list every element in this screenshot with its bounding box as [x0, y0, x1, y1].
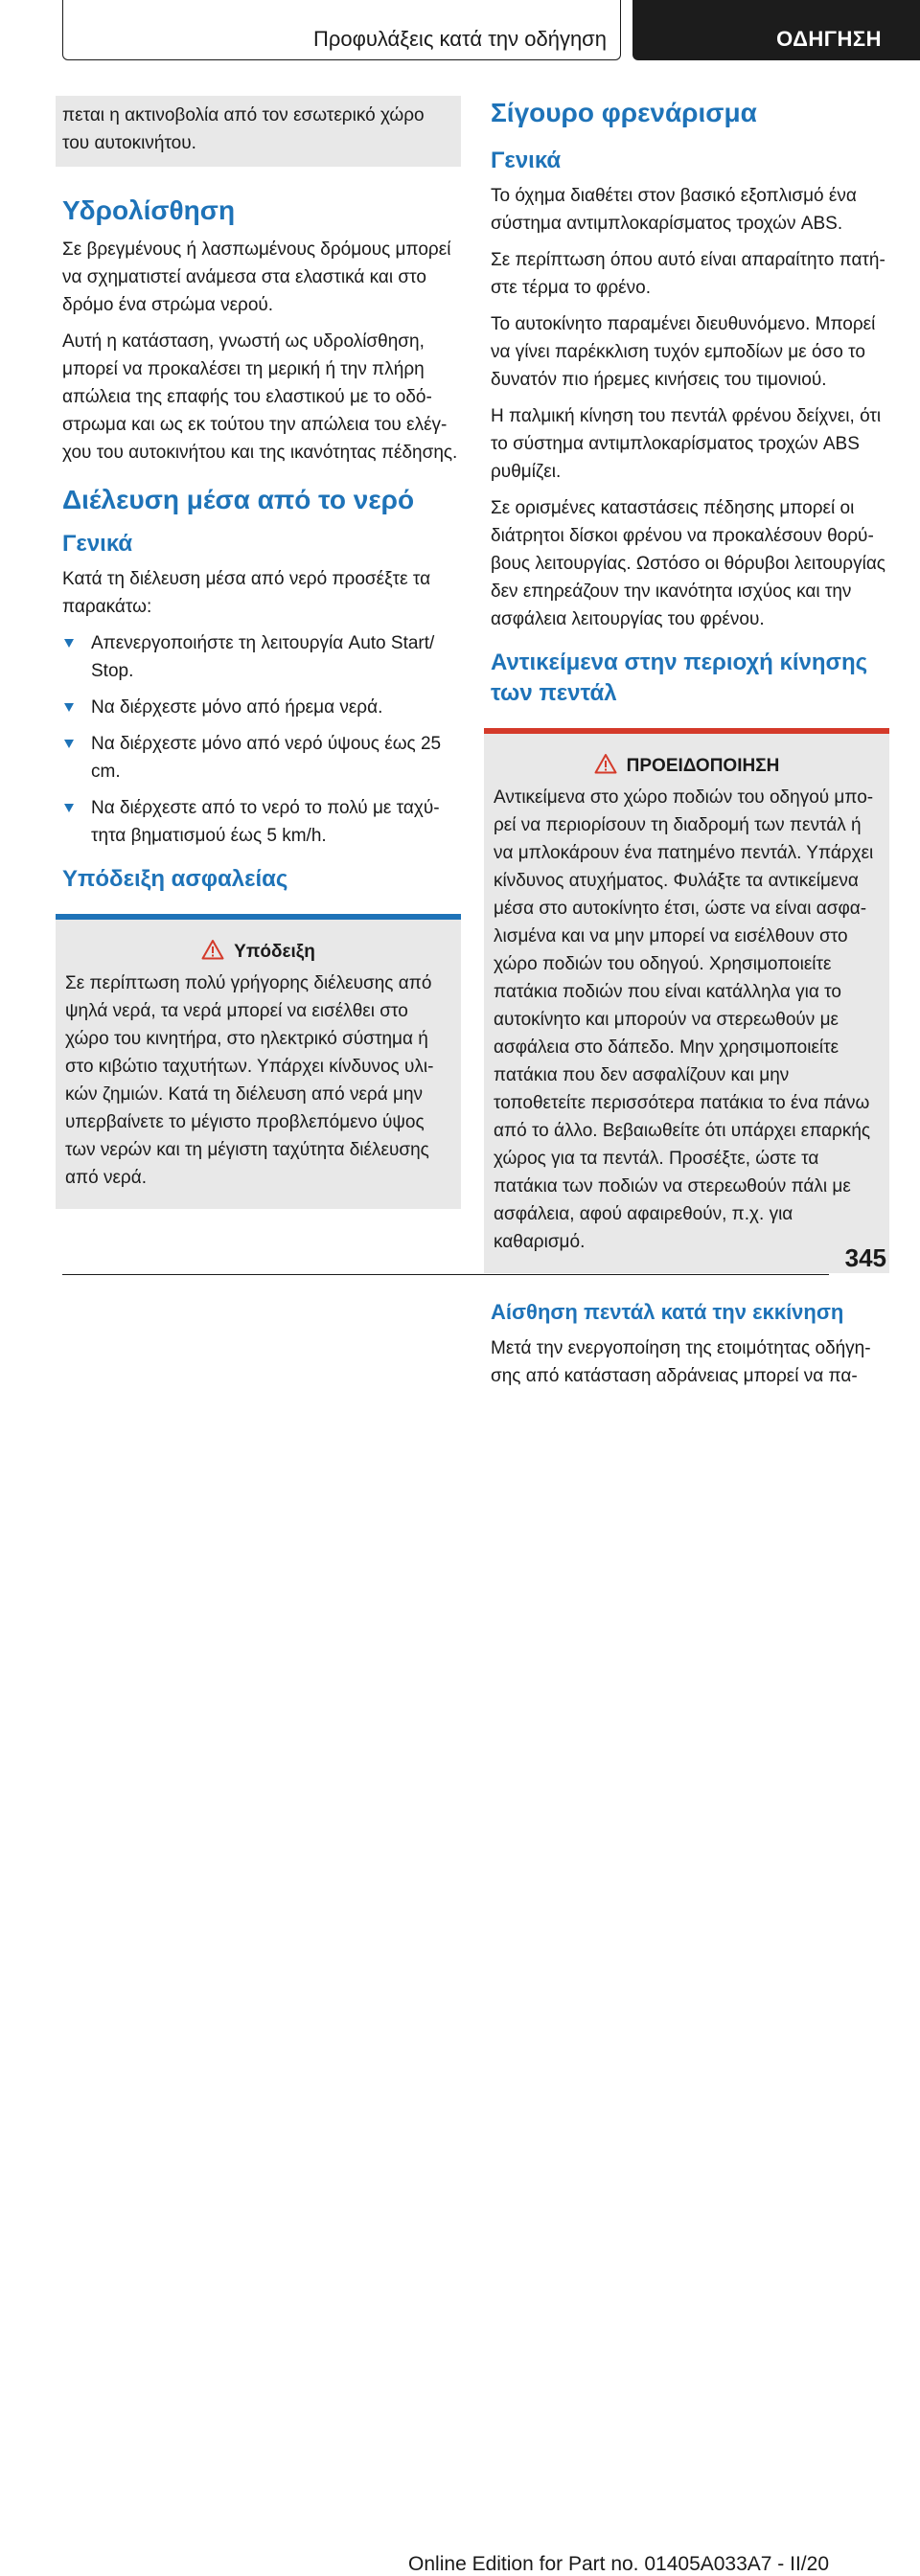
edition-text: Online Edition for Part no. 01405A033A7 - II/20: [408, 2553, 829, 2575]
continued-text-block: [56, 96, 461, 167]
water-general-heading: Γενικά: [62, 531, 133, 557]
braking-paragraph-3: Το αυτοκίνητο παραμένει διευθυνόμενο. Μπορεί να γίνει παρέκκλιση τυχόν εμποδίων με όσο το δυνατόν πιο ήρεμες κινήσεις του τιμονιού.: [491, 314, 876, 390]
safety-note-heading: Υπόδειξη ασφαλείας: [62, 866, 288, 892]
list-item: Να διέρχεστε από το νερό το πολύ με ταχύτητα βηματισμού έως 5 km/h.: [62, 794, 461, 850]
braking-general-heading: Γενικά: [491, 148, 562, 173]
braking-paragraph-5: Σε ορισμένες καταστάσεις πέδησης μπορεί οι διάτρητοι δίσκοι φρένου να προκαλέσουν θορύβους λειτουργίας. Ωστόσο οι θόρυβοι λειτουργίας δεν επηρεάζουν την ικανότητα ισχύος και την ασφάλεια λειτουργίας του φρένου.: [491, 498, 886, 629]
braking-heading: Σίγουρο φρενάρισμα: [491, 98, 757, 127]
pedal-feel-heading: Αίσθηση πεντάλ κατά την εκκίνηση: [491, 1300, 844, 1324]
pedal-feel-text: Μετά την ενεργοποίηση της ετοιμότητας οδήγησης από κατάσταση αδράνειας μπορεί να πα-: [491, 1338, 871, 1386]
note-text: Σε περίπτωση πολύ γρήγορης διέλευσης από ψηλά νερά, τα νερά μπορεί να εισέλθει στο χώρο του κινητήρα, στο ηλεκτρικό σύστημα ή στο κιβώτιο ταχυτήτων. Υπάρχει κίνδυνος υλικών ζημιών. Κατά τη διέλευση από νερά μην υπερβαίνετε το μέγιστο προβλεπόμενο ύψος των νερών και τη μέγιστη ταχύτητα διέλευσης από νερά.: [65, 973, 434, 1188]
warning-header: [494, 753, 880, 780]
water-list: [62, 629, 461, 850]
left-column: [62, 96, 461, 1209]
warning-box: [484, 728, 889, 1273]
intro-text: πεται η ακτινοβολία από τον εσωτερικό χώρο του αυτοκινήτου.: [62, 105, 425, 153]
page-number: 345: [844, 1243, 886, 1272]
list-item: Να διέρχεστε μόνο από νερό ύψους έως 25 cm.: [62, 730, 461, 786]
aquaplaning-heading: Υδρολίσθηση: [62, 195, 236, 225]
header-section: ΟΔΗΓΗΣΗ: [776, 27, 882, 51]
pedal-objects-heading: Αντικείμενα στην περιοχή κίνησης των πεντάλ: [491, 650, 868, 706]
right-column: [491, 96, 889, 1399]
header-title: Προφυλάξεις κατά την οδήγηση: [312, 27, 607, 51]
warning-triangle-icon: [594, 753, 617, 774]
triangle-bullet-icon: [64, 703, 74, 712]
braking-paragraph-1: Το όχημα διαθέτει στον βασικό εξοπλισμό ένα σύστημα αντιμπλοκαρίσματος τροχών ABS.: [491, 186, 857, 234]
list-item: Να διέρχεστε μόνο από ήρεμα νερά.: [62, 694, 461, 721]
braking-paragraph-2: Σε περίπτωση όπου αυτό είναι απαραίτητο πατήστε τέρμα το φρένο.: [491, 250, 886, 298]
warning-title: ΠΡΟΕΙΔΟΠΟΙΗΣΗ: [626, 756, 780, 776]
list-item: Απενεργοποιήστε τη λειτουργία Auto Start/ Stop.: [62, 629, 461, 685]
triangle-bullet-icon: [64, 639, 74, 648]
safety-note-box: [56, 914, 461, 1209]
braking-paragraph-4: Η παλμική κίνηση του πεντάλ φρένου δείχνει, ότι το σύστημα αντιμπλοκαρίσματος τροχών ABS ρυθμίζει.: [491, 406, 882, 482]
note-header: [65, 939, 451, 966]
header-title-box: [62, 0, 621, 60]
note-title: Υπόδειξη: [234, 942, 315, 962]
water-crossing-heading: Διέλευση μέσα από το νερό: [62, 485, 415, 514]
warning-text: Αντικείμενα στο χώρο ποδιών του οδηγού μπορεί να περιορίσουν τη διαδρομή των πεντάλ ή να μπλοκάρουν ένα πατημένο πεντάλ. Υπάρχει κίνδυνος ατυχήματος. Φυλάξτε τα αντικείμενα μέσα στο αυτοκίνητο έτσι, ώστε να είναι ασφαλισμένα και να μην μπορεί να εισέλθουν στο χώρο ποδιών του οδηγού. Χρησιμοποιείτε πατάκια ποδιών που είναι κατάλληλα για το αυτοκίνητο και μπορούν να στερεωθούν με ασφάλεια στο δάπεδο. Μην χρησιμοποιείτε πατάκια που δεν ασφαλίζουν και μην τοποθετείτε περισσότερα πατάκια το ένα πάνω από το άλλο. Βεβαιωθείτε ότι υπάρχει επαρκής χώρος για τα πεντάλ. Προσέξτε, ώστε τα πατάκια των ποδιών να στερεωθούν πάλι με ασφάλεια, αφού αφαιρεθούν, π.χ. για καθαρισμό.: [494, 787, 874, 1252]
header-section-box: [632, 0, 920, 60]
aquaplaning-paragraph-2: Αυτή η κατάσταση, γνωστή ως υδρολίσθηση, μπορεί να προκαλέσει τη μερική ή την πλήρη απώλεια της επαφής του ελαστικού με το οδόστρωμα και ως εκ τούτου την απώλεια του ελέγχου του αυτοκινήτου και της ικανότητας πέδησης.: [62, 331, 458, 463]
triangle-bullet-icon: [64, 804, 74, 812]
warning-triangle-icon: [201, 939, 224, 960]
aquaplaning-paragraph-1: Σε βρεγμένους ή λασπωμένους δρόμους μπορεί να σχηματιστεί ανάμεσα στα ελαστικά και στο δρόμο ένα στρώμα νερού.: [62, 239, 451, 315]
water-intro: Κατά τη διέλευση μέσα από νερό προσέξτε τα παρακάτω:: [62, 569, 431, 617]
triangle-bullet-icon: [64, 740, 74, 748]
